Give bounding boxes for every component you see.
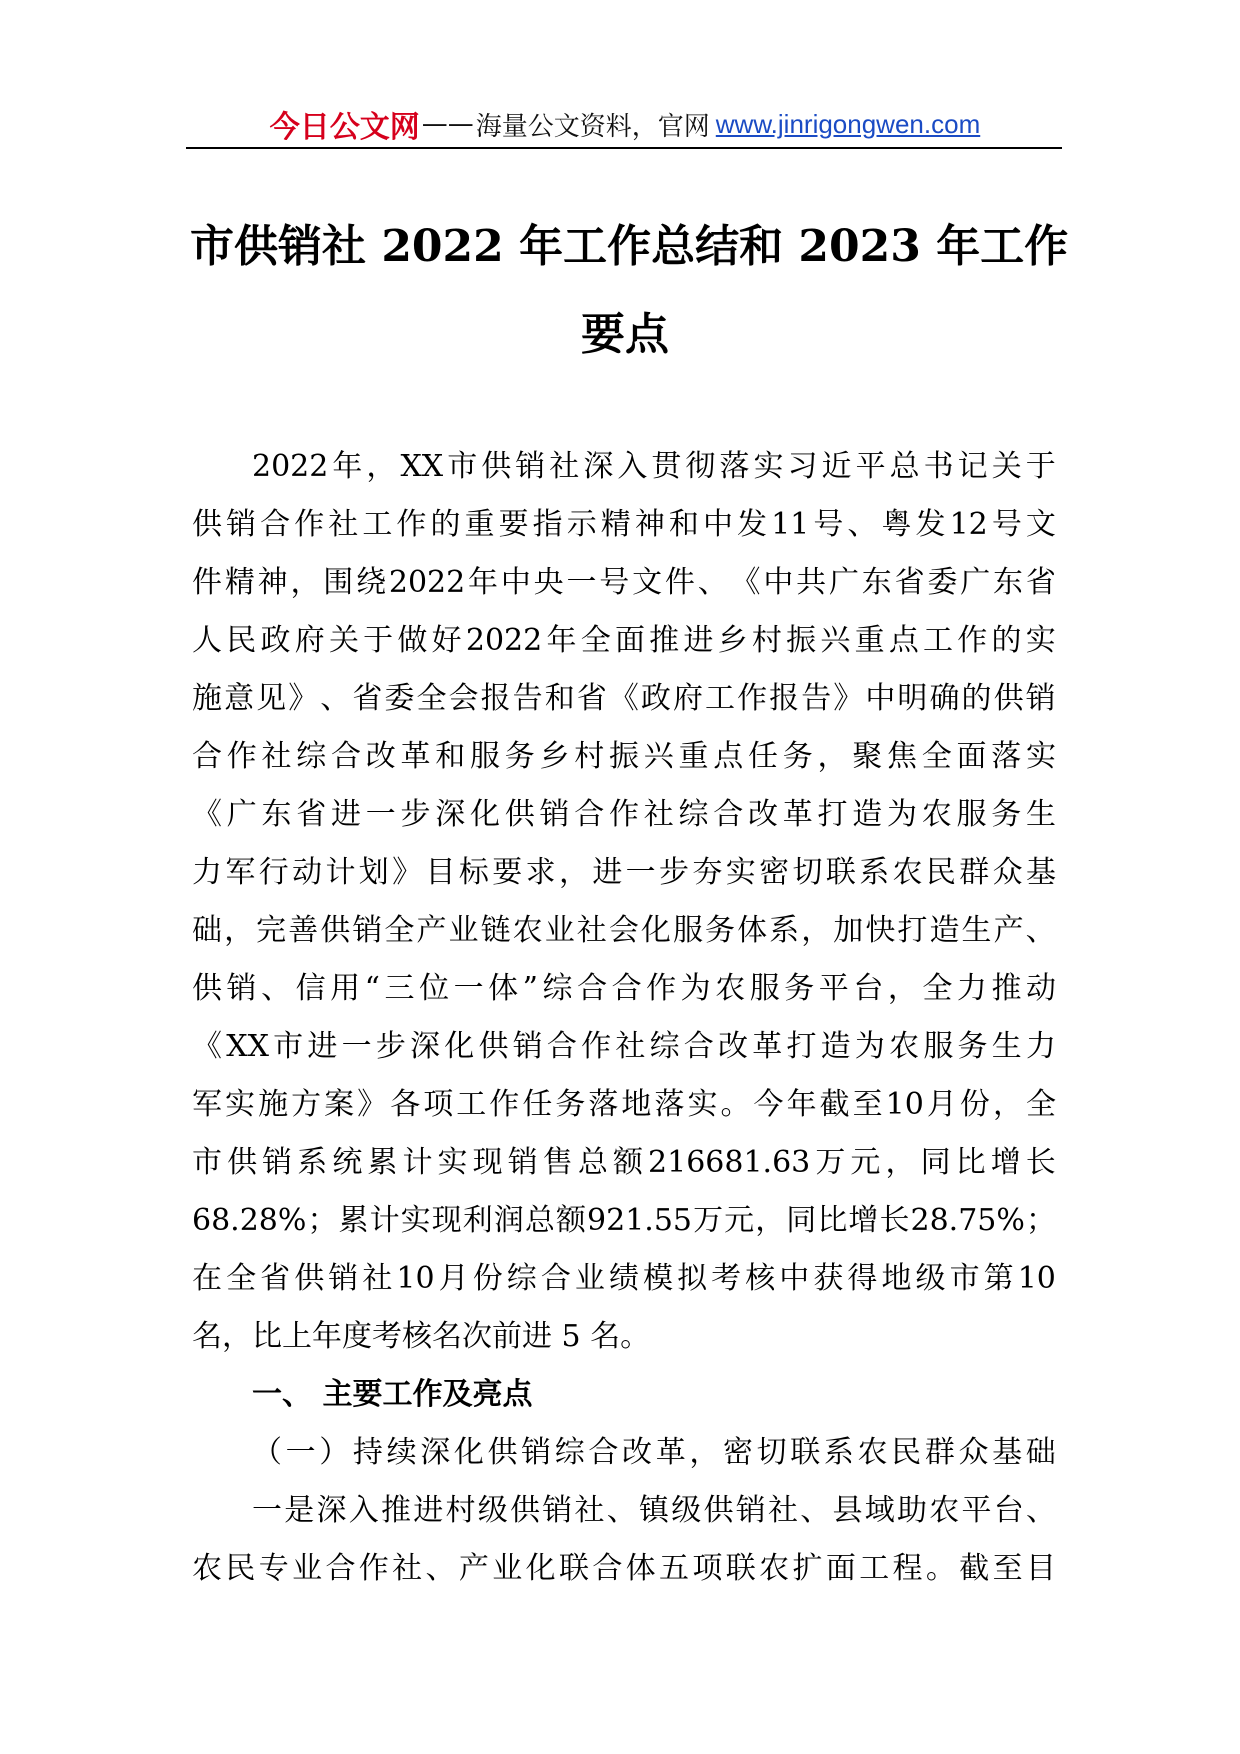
document-title-line-2: 要点 [581, 309, 669, 360]
document-title-line-1: 市供销社 2022 年工作总结和 2023 年工作 [190, 221, 1069, 272]
body-line: 军 实 施 方 案 》 各 项 工 作 任 务 落 地 落 实 。 今 年 截 至 10 月 份 ， 全 [192, 1087, 1056, 1122]
site-header [190, 104, 1060, 144]
body-line: 名，比上年度考核名次前进 5 名。 [192, 1319, 651, 1354]
body-line: 供 销 合 作 社 工 作 的 重 要 指 示 精 神 和 中 发 11 号 、 粤 发 12 号 文 [192, 507, 1056, 542]
body-line: 础 ， 完 善 供 销 全 产 业 链 农 业 社 会 化 服 务 体 系 ， 加 快 打 造 生 产 、 [192, 913, 1056, 948]
website-link[interactable]: www.jinrigongwen.com [715, 108, 981, 139]
header-tagline: 海量公文资料，官网 [475, 111, 710, 142]
body-line: 在 全 省 供 销 社 10 月 份 综 合 业 绩 模 拟 考 核 中 获 得 地 级 市 第 10 [192, 1261, 1056, 1296]
body-line: 《 广 东 省 进 一 步 深 化 供 销 合 作 社 综 合 改 革 打 造 为 农 服 务 生 [192, 797, 1056, 832]
body-line: 一 是 深 入 推 进 村 级 供 销 社 、 镇 级 供 销 社 、 县 域 助 农 平 台 、 [252, 1493, 1056, 1528]
body-line: 力 军 行 动 计 划 》 目 标 要 求 ， 进 一 步 夯 实 密 切 联 系 农 民 群 众 基 [192, 855, 1056, 890]
body-line: 施 意 见 》 、 省 委 全 会 报 告 和 省 《 政 府 工 作 报 告 》 中 明 确 的 供 销 [192, 681, 1056, 716]
subsection-heading: （ 一 ） 持 续 深 化 供 销 综 合 改 革 ， 密 切 联 系 农 民 群 众 基 础 [252, 1435, 1056, 1470]
body-line: 市 供 销 系 统 累 计 实 现 销 售 总 额 216681.63 万 元 ， 同 比 增 长 [192, 1145, 1056, 1180]
body-line: 《 XX 市 进 一 步 深 化 供 销 合 作 社 综 合 改 革 打 造 为 农 服 务 生 力 [192, 1029, 1056, 1064]
body-line: 件 精 神 ， 围 绕 2022 年 中 央 一 号 文 件 、 《 中 共 广 东 省 委 广 东 省 [192, 565, 1056, 600]
body-line: 供 销 、 信 用 “ 三 位 一 体 ” 综 合 合 作 为 农 服 务 平 台 ， 全 力 推 动 [192, 971, 1056, 1006]
body-line: 合 作 社 综 合 改 革 和 服 务 乡 村 振 兴 重 点 任 务 ， 聚 焦 全 面 落 实 [192, 739, 1056, 774]
header-separator: —— [421, 109, 474, 139]
header-divider [186, 147, 1062, 149]
document-body [192, 438, 1056, 1598]
section-heading: 一、 主要工作及亮点 [252, 1377, 533, 1412]
body-line: 人 民 政 府 关 于 做 好 2022 年 全 面 推 进 乡 村 振 兴 重 点 工 作 的 实 [192, 623, 1056, 658]
body-line: 68.28% ； 累 计 实 现 利 润 总 额 921.55 万 元 ， 同 比 增 长 28.75% ； [192, 1203, 1056, 1238]
body-line: 2022 年 ， XX 市 供 销 社 深 入 贯 彻 落 实 习 近 平 总 书 记 关 于 [252, 449, 1056, 484]
body-line: 农 民 专 业 合 作 社 、 产 业 化 联 合 体 五 项 联 农 扩 面 工 程 。 截 至 目 [192, 1551, 1056, 1586]
brand-name: 今日公文网 [269, 110, 420, 145]
